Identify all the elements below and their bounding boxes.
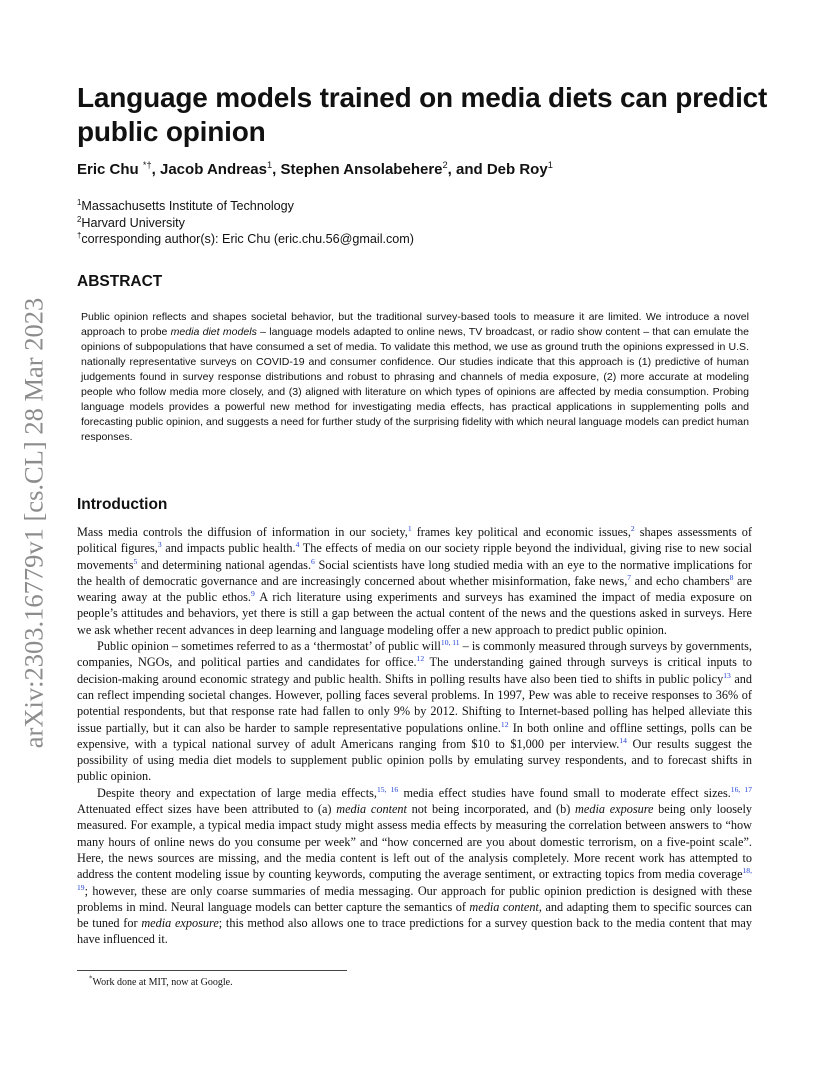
- author-name: Eric Chu: [77, 161, 139, 178]
- citation-link[interactable]: 12: [500, 719, 509, 729]
- author-mark: 2: [442, 160, 448, 170]
- introduction-heading: Introduction: [77, 496, 168, 513]
- citation-link[interactable]: 15, 16: [376, 784, 399, 794]
- author-name: Deb Roy: [486, 161, 548, 178]
- citation-link[interactable]: 14: [619, 735, 627, 745]
- arxiv-sidebar: [14, 283, 54, 763]
- affiliation: [77, 198, 414, 215]
- affiliation: [77, 231, 414, 248]
- footnote: [89, 976, 233, 989]
- affiliation-mark: †: [77, 230, 82, 240]
- citation-link[interactable]: 10, 11: [440, 638, 460, 647]
- affiliation-text: Massachusetts Institute of Technology: [81, 199, 294, 213]
- paragraph: Public opinion – sometimes referred to as a ‘thermostat’ of public will$^{10, 11}$ – is commonly measured through surveys by governments, companies, NGOs, and political parties and candidates for office.$^{12}$ The understanding gained through surveys is critical inputs to decision-making around economic strategy and public health. Shifts in polling results have also been tied to shifts in public policy$^{13}$ and can reflect impending societal changes. However, polling faces several problems. In 1997, Pew was able to receive responses to 36% of potential respondents, but that response rate had fallen to only 9% by 2012. Shifting to Internet-based polling has helped alleviate this issue partially, but it can also be harder to sample representative populations online.$^{12}$ In both online and offline settings, polls can be expensive, with a typical national survey of adult Americans ranging from $10 to $1,000 per interview.$^{14}$ Our results suggest the possibility of using media diet models to supplement public opinion polls by emulating survey respondents, and to forecast shifts in public opinion.: [77, 638, 753, 784]
- citation-link[interactable]: 16, 17: [730, 784, 752, 794]
- affiliation-text: Harvard University: [81, 215, 185, 230]
- author-mark: 1: [547, 160, 553, 170]
- author-name: Jacob Andreas: [160, 161, 267, 178]
- paper-title: Language models trained on media diets can predict public opinion: [77, 82, 768, 147]
- abstract-text: Public opinion reflects and shapes societal behavior, but the traditional survey-based tools to measure it are limited. We introduce a novel approach to probe media diet models – language models adapted to online news, TV broadcast, or radio show content – that can emulate the opinions of subpopulations that have consumed a set of media. To validate this method, we use as ground truth the opinions expressed in U.S. nationally representative surveys on COVID-19 and consumer confidence. Our studies indicate that this approach is (1) predictive of human judgements found in survey response distributions and robust to phrasing and channels of media exposure, (2) more accurate at modeling people who follow media more closely, and (3) aligned with literature on which types of opinions are affected by media consumption. Probing language models provides a powerful new method for investigating media effects, has practical applications in supplementing polls and forecasting public opinion, and suggests a need for further study of the surprising fidelity with which neural language models can predict human responses.: [81, 311, 750, 444]
- paragraph: Mass media controls the diffusion of information in our society,$^1$ frames key political and economic issues,$^2$ shapes assessments of political figures,$^3$ and impacts public health.$^4$ The effects of media on our society ripple beyond the individual, giving rise to new social movements$^5$ and determining national agendas.$^6$ Social scientists have long studied media with an eye to the normative implications for the health of democratic governance and are increasingly concerned about whether misinformation, fake news,$^7$ and echo chambers$^8$ are wearing away at the public ethos.$^9$ A rich literature using experiments and surveys has examined the impact of media exposure on people’s attitudes and behaviors, yet there is still a gap between the actual content of the news and the questions asked in surveys. Here we ask whether recent advances in deep learning and language modeling offer a new approach to predict public opinion.: [77, 523, 752, 637]
- abstract-heading: ABSTRACT: [77, 273, 163, 290]
- author-name: Stephen Ansolabehere: [280, 161, 443, 178]
- author-mark: *†: [142, 160, 152, 170]
- footnote-text: Work done at MIT, now at Google.: [92, 977, 233, 988]
- author-mark: 1: [267, 160, 273, 170]
- citation-link[interactable]: 7: [627, 572, 632, 582]
- citation-link[interactable]: 4: [295, 540, 300, 550]
- citation-link[interactable]: 3: [157, 540, 162, 550]
- citation-link[interactable]: 2: [630, 523, 635, 533]
- citation-link[interactable]: 5: [133, 556, 138, 566]
- citation-link[interactable]: 6: [311, 556, 315, 566]
- footnote-mark: *: [89, 974, 93, 983]
- introduction-body: [77, 524, 752, 948]
- citation-link[interactable]: 8: [729, 572, 734, 582]
- affiliation: [77, 215, 414, 232]
- affiliation-mark: 2: [77, 214, 82, 224]
- affiliation-text: corresponding author(s): Eric Chu (eric.chu.56@gmail.com): [81, 232, 414, 246]
- author-list: Eric Chu *†, Jacob Andreas$^1$, Stephen Ansolabehere$^2$, and Deb Roy$^1$: [77, 160, 553, 178]
- citation-link[interactable]: 12: [416, 654, 425, 664]
- arxiv-identifier: arXiv:2303.16779v1 [cs.CL] 28 Mar 2023: [18, 297, 49, 749]
- citation-link[interactable]: 13: [723, 670, 731, 680]
- citation-link[interactable]: 1: [407, 523, 412, 533]
- citation-link[interactable]: 9: [251, 589, 255, 599]
- paragraph: Despite theory and expectation of large media effects,$^{15, 16}$ media effect studies have found small to moderate effect sizes.$^{16, 17}$ Attenuated effect sizes have been attributed to (a) media content not being incorporated, and (b) media exposure being only loosely measured. For example, a typical media impact study might assess media effects by measuring the correlation between answers to “how many hours of online news do you consume per week” and “how concerned are you about domestic terrorism, on a five-point scale”. Here, the news sources are missing, and the media content is left out of the analysis completely. More recent work has attempted to address the content modeling issue by counting keywords, computing the average sentiment, or extracting topics from media coverage$^{18, 19}$; however, these are only coarse summaries of media messaging. Our approach for public opinion prediction is designed with these problems in mind. Neural language models can better capture the semantics of media content, and adapting them to specific sources can be tuned for media exposure; this method also allows one to trace predictions for a survey question back to the media content that may have influenced it.: [77, 784, 753, 947]
- citation-link[interactable]: 18, 19: [77, 866, 752, 892]
- footnote-divider: [77, 970, 347, 971]
- affiliation-list: [77, 198, 414, 248]
- affiliation-mark: 1: [77, 197, 82, 207]
